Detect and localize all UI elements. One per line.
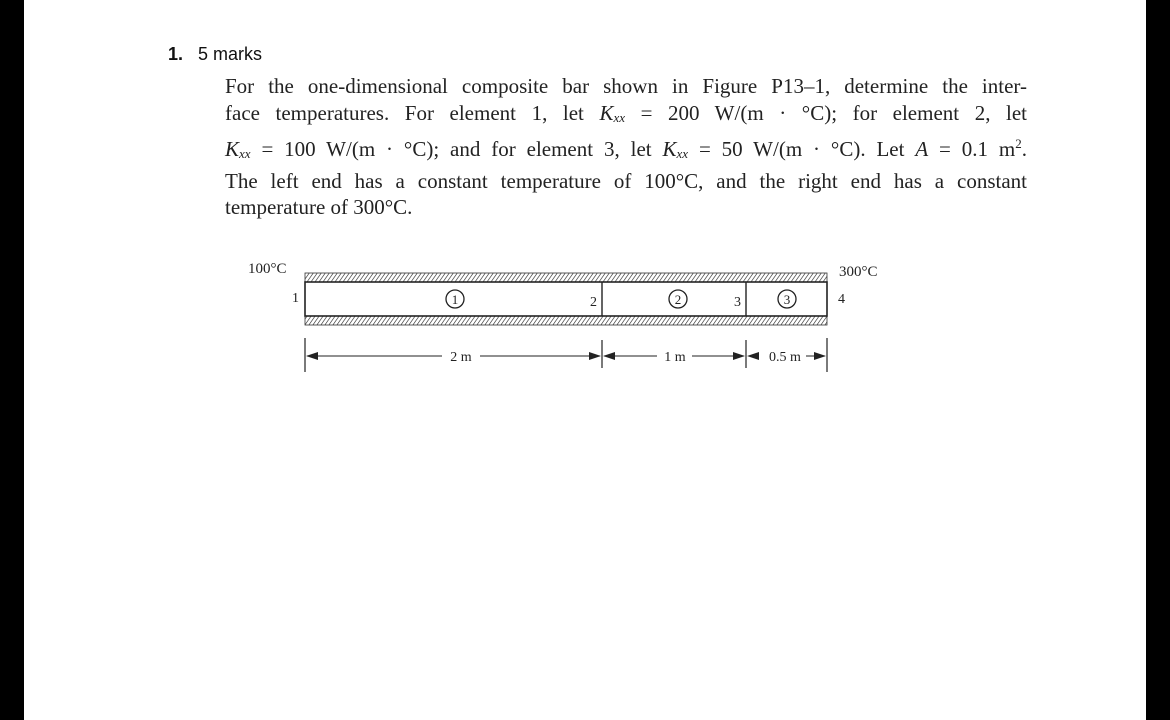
left-temperature: 100°C — [248, 261, 287, 277]
dimension-label: 2 m — [450, 350, 472, 365]
dimension-label: 0.5 m — [769, 350, 801, 365]
element-label: 2 — [674, 292, 682, 307]
question-number: 1. — [168, 44, 184, 64]
node-label: 4 — [838, 292, 845, 307]
bar-body — [305, 282, 827, 316]
dimension-arrow — [747, 352, 759, 360]
problem-line-5: temperature of 300°C. — [225, 195, 413, 219]
dimension-arrow — [603, 352, 615, 360]
element-label: 1 — [451, 292, 459, 307]
dimension-arrow — [733, 352, 745, 360]
element-label: 3 — [783, 292, 791, 307]
top-insulation — [305, 273, 827, 282]
node-label: 3 — [734, 295, 741, 310]
problem-line-3: Kxx = 100 W/(m · °C); and for element 3, let Kxx = 50 W/(m · °C). Let A = 0.1 $m^2$. — [225, 136, 1028, 161]
problem-line-1: For the one-dimensional composite bar shown in Figure P13–1, determine the inter- — [225, 74, 1027, 98]
bottom-insulation — [305, 316, 827, 325]
dimension-arrow — [306, 352, 318, 360]
node-label: 2 — [590, 295, 597, 310]
problem-line-2: face temperatures. For element 1, let Kxx = 200 W/(m · °C); for element 2, let — [225, 100, 1027, 125]
problem-line-4: The left end has a constant temperature of 100°C, and the right end has a constant — [225, 168, 1027, 193]
dimension-arrow — [589, 352, 601, 360]
question-marks: 5 marks — [198, 44, 263, 64]
node-label: 1 — [292, 291, 299, 306]
right-temperature: 300°C — [839, 264, 878, 280]
dimension-label: 1 m — [664, 350, 686, 365]
